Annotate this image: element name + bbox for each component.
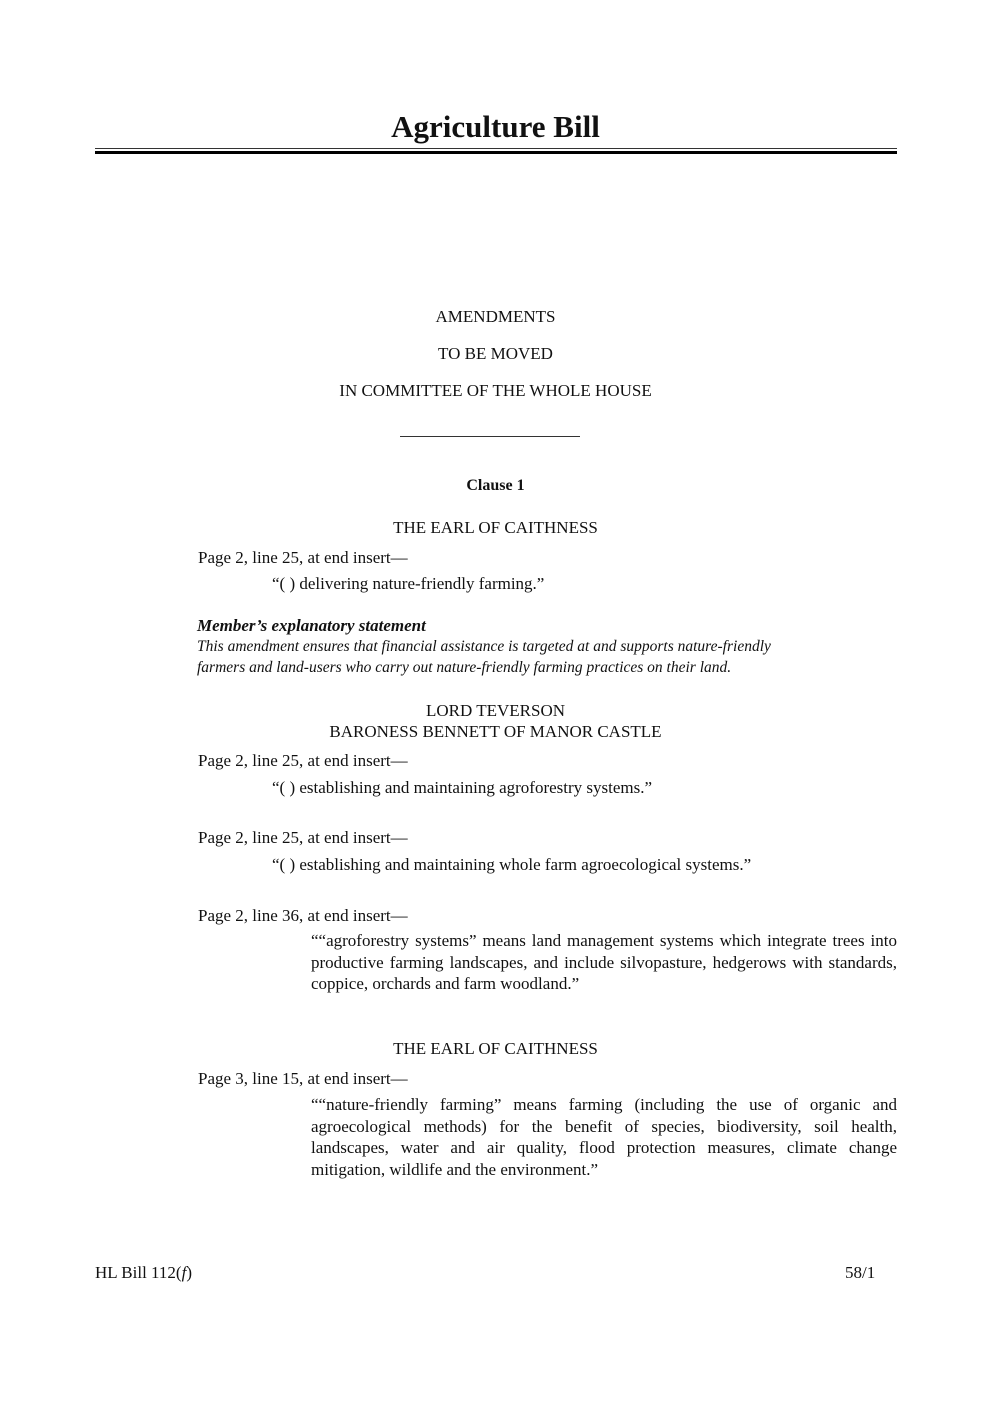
amendment-text: “( ) establishing and maintaining whole farm agroecological systems.” [272,855,752,874]
intro-line-1: AMENDMENTS [435,307,556,326]
page-reference: 58/1 [845,1263,876,1282]
member-name: THE EARL OF CAITHNESS [393,518,598,537]
document-title: Agriculture Bill [391,109,600,144]
member-name: LORD TEVERSON [426,701,565,720]
amendment-text: ““agroforestry systems” means land management systems which integrate trees into productive farming landscapes, and include silvopasture, hedgerows with standards, coppice, orchards and farm woodland.” [311,931,897,993]
amendment-text: “( ) delivering nature-friendly farming.” [272,574,545,593]
explanatory-text-2: farmers and land-users who carry out nature-friendly farming practices on their land. [197,659,732,676]
explanatory-text-1: This amendment ensures that financial assistance is targeted at and supports nature-friendly [197,638,771,655]
amendment-location: Page 2, line 25, at end insert— [198,751,408,770]
amendment-text: ““nature-friendly farming” means farming (including the use of organic and agroecological methods) for the benefit of species, biodiversity, soil health, landscapes, water and air quality, flood protection measures, climate change mitigation, wildlife and the environment.” [311,1095,897,1179]
section-divider [400,436,580,437]
title-rule-thick [95,151,897,154]
amendment-location: Page 2, line 36, at end insert— [198,906,408,925]
explanatory-heading: Member’s explanatory statement [197,616,426,635]
title-rule-thin [95,148,897,149]
member-name: THE EARL OF CAITHNESS [393,1039,598,1058]
amendment-location: Page 2, line 25, at end insert— [198,548,408,567]
amendment-text: “( ) establishing and maintaining agroforestry systems.” [272,778,653,797]
clause-heading: Clause 1 [466,477,525,494]
amendment-location: Page 3, line 15, at end insert— [198,1069,408,1088]
amendment-location: Page 2, line 25, at end insert— [198,828,408,847]
bill-reference: HL Bill 112(f) [95,1263,192,1282]
intro-line-2: TO BE MOVED [438,344,553,363]
member-name-2: BARONESS BENNETT OF MANOR CASTLE [329,722,662,741]
intro-line-3: IN COMMITTEE OF THE WHOLE HOUSE [339,381,652,400]
